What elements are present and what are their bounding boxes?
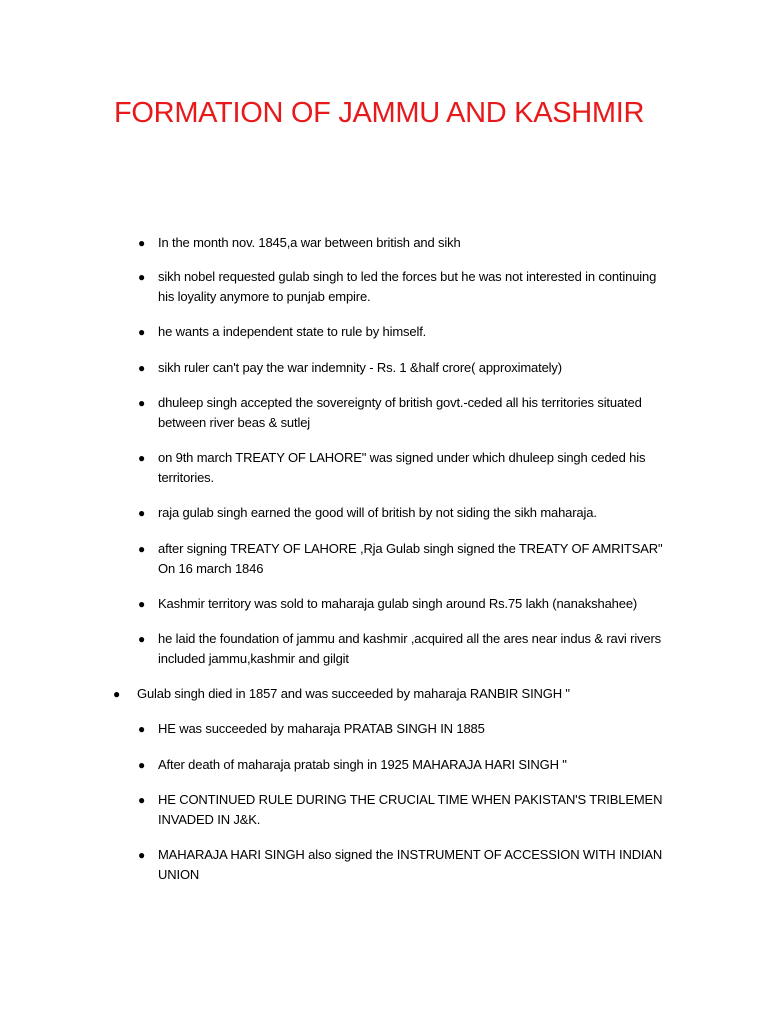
- bullet-icon: ●: [138, 325, 146, 339]
- bullet-icon: ●: [138, 361, 146, 375]
- list-item: [138, 448, 668, 488]
- bullet-icon: ●: [138, 270, 146, 284]
- list-item-text: HE CONTINUED RULE DURING THE CRUCIAL TIME WHEN PAKISTAN'S TRIBLEMEN INVADED IN J&K.: [158, 792, 663, 827]
- bullet-icon: ●: [138, 236, 146, 250]
- list-item-text: sikh ruler can't pay the war indemnity - Rs. 1 &half crore( approximately): [158, 360, 562, 375]
- list-item: [138, 790, 668, 830]
- list-item: [138, 719, 668, 739]
- bullet-icon: ●: [138, 506, 146, 520]
- bullet-icon: ●: [138, 451, 146, 465]
- list-item-text: Gulab singh died in 1857 and was succeeded by maharaja RANBIR SINGH ": [137, 686, 570, 701]
- list-item-text: dhuleep singh accepted the sovereignty of british govt.-ceded all his territories situated between river beas & sutlej: [158, 395, 642, 430]
- bullet-icon: ●: [138, 722, 146, 736]
- bullet-icon: ●: [138, 848, 146, 862]
- list-item: [138, 267, 668, 307]
- list-item: [138, 845, 668, 885]
- bullet-icon: ●: [138, 396, 146, 410]
- bullet-icon: ●: [138, 758, 146, 772]
- list-item: [138, 539, 668, 579]
- bullet-icon: ●: [138, 542, 146, 556]
- list-item-text: on 9th march TREATY OF LAHORE" was signed under which dhuleep singh ceded his territories.: [158, 450, 646, 485]
- list-item-text: raja gulab singh earned the good will of british by not siding the sikh maharaja.: [158, 505, 597, 520]
- bullet-icon: ●: [113, 687, 121, 701]
- list-item-text: In the month nov. 1845,a war between british and sikh: [158, 235, 461, 250]
- list-item: [138, 594, 668, 614]
- list-item: [138, 358, 668, 378]
- list-item-text: Kashmir territory was sold to maharaja gulab singh around Rs.75 lakh (nanakshahee): [158, 596, 638, 611]
- list-item: [138, 322, 668, 342]
- list-item-text: sikh nobel requested gulab singh to led the forces but he was not interested in continuing his loyality anymore to punjab empire.: [158, 269, 657, 304]
- bullet-icon: ●: [138, 632, 146, 646]
- bullet-icon: ●: [138, 793, 146, 807]
- list-item-text: After death of maharaja pratab singh in 1925 MAHARAJA HARI SINGH ": [158, 757, 567, 772]
- document-title: FORMATION OF JAMMU AND KASHMIR: [114, 97, 645, 129]
- list-item-text: he laid the foundation of jammu and kashmir ,acquired all the ares near indus & ravi rivers included jammu,kashmir and gilgit: [158, 631, 662, 666]
- bullet-icon: ●: [138, 597, 146, 611]
- list-item-text: he wants a independent state to rule by himself.: [158, 324, 427, 339]
- list-item: [113, 684, 667, 704]
- list-item-text: HE was succeeded by maharaja PRATAB SINGH IN 1885: [158, 721, 485, 736]
- list-item: [138, 393, 668, 433]
- list-item: [138, 233, 668, 253]
- list-item-text: MAHARAJA HARI SINGH also signed the INSTRUMENT OF ACCESSION WITH INDIAN UNION: [158, 847, 663, 882]
- list-item: [138, 503, 668, 523]
- list-item-text: after signing TREATY OF LAHORE ,Rja Gulab singh signed the TREATY OF AMRITSAR" On 16 march 1846: [158, 541, 663, 576]
- list-item: [138, 755, 668, 775]
- list-item: [138, 629, 668, 669]
